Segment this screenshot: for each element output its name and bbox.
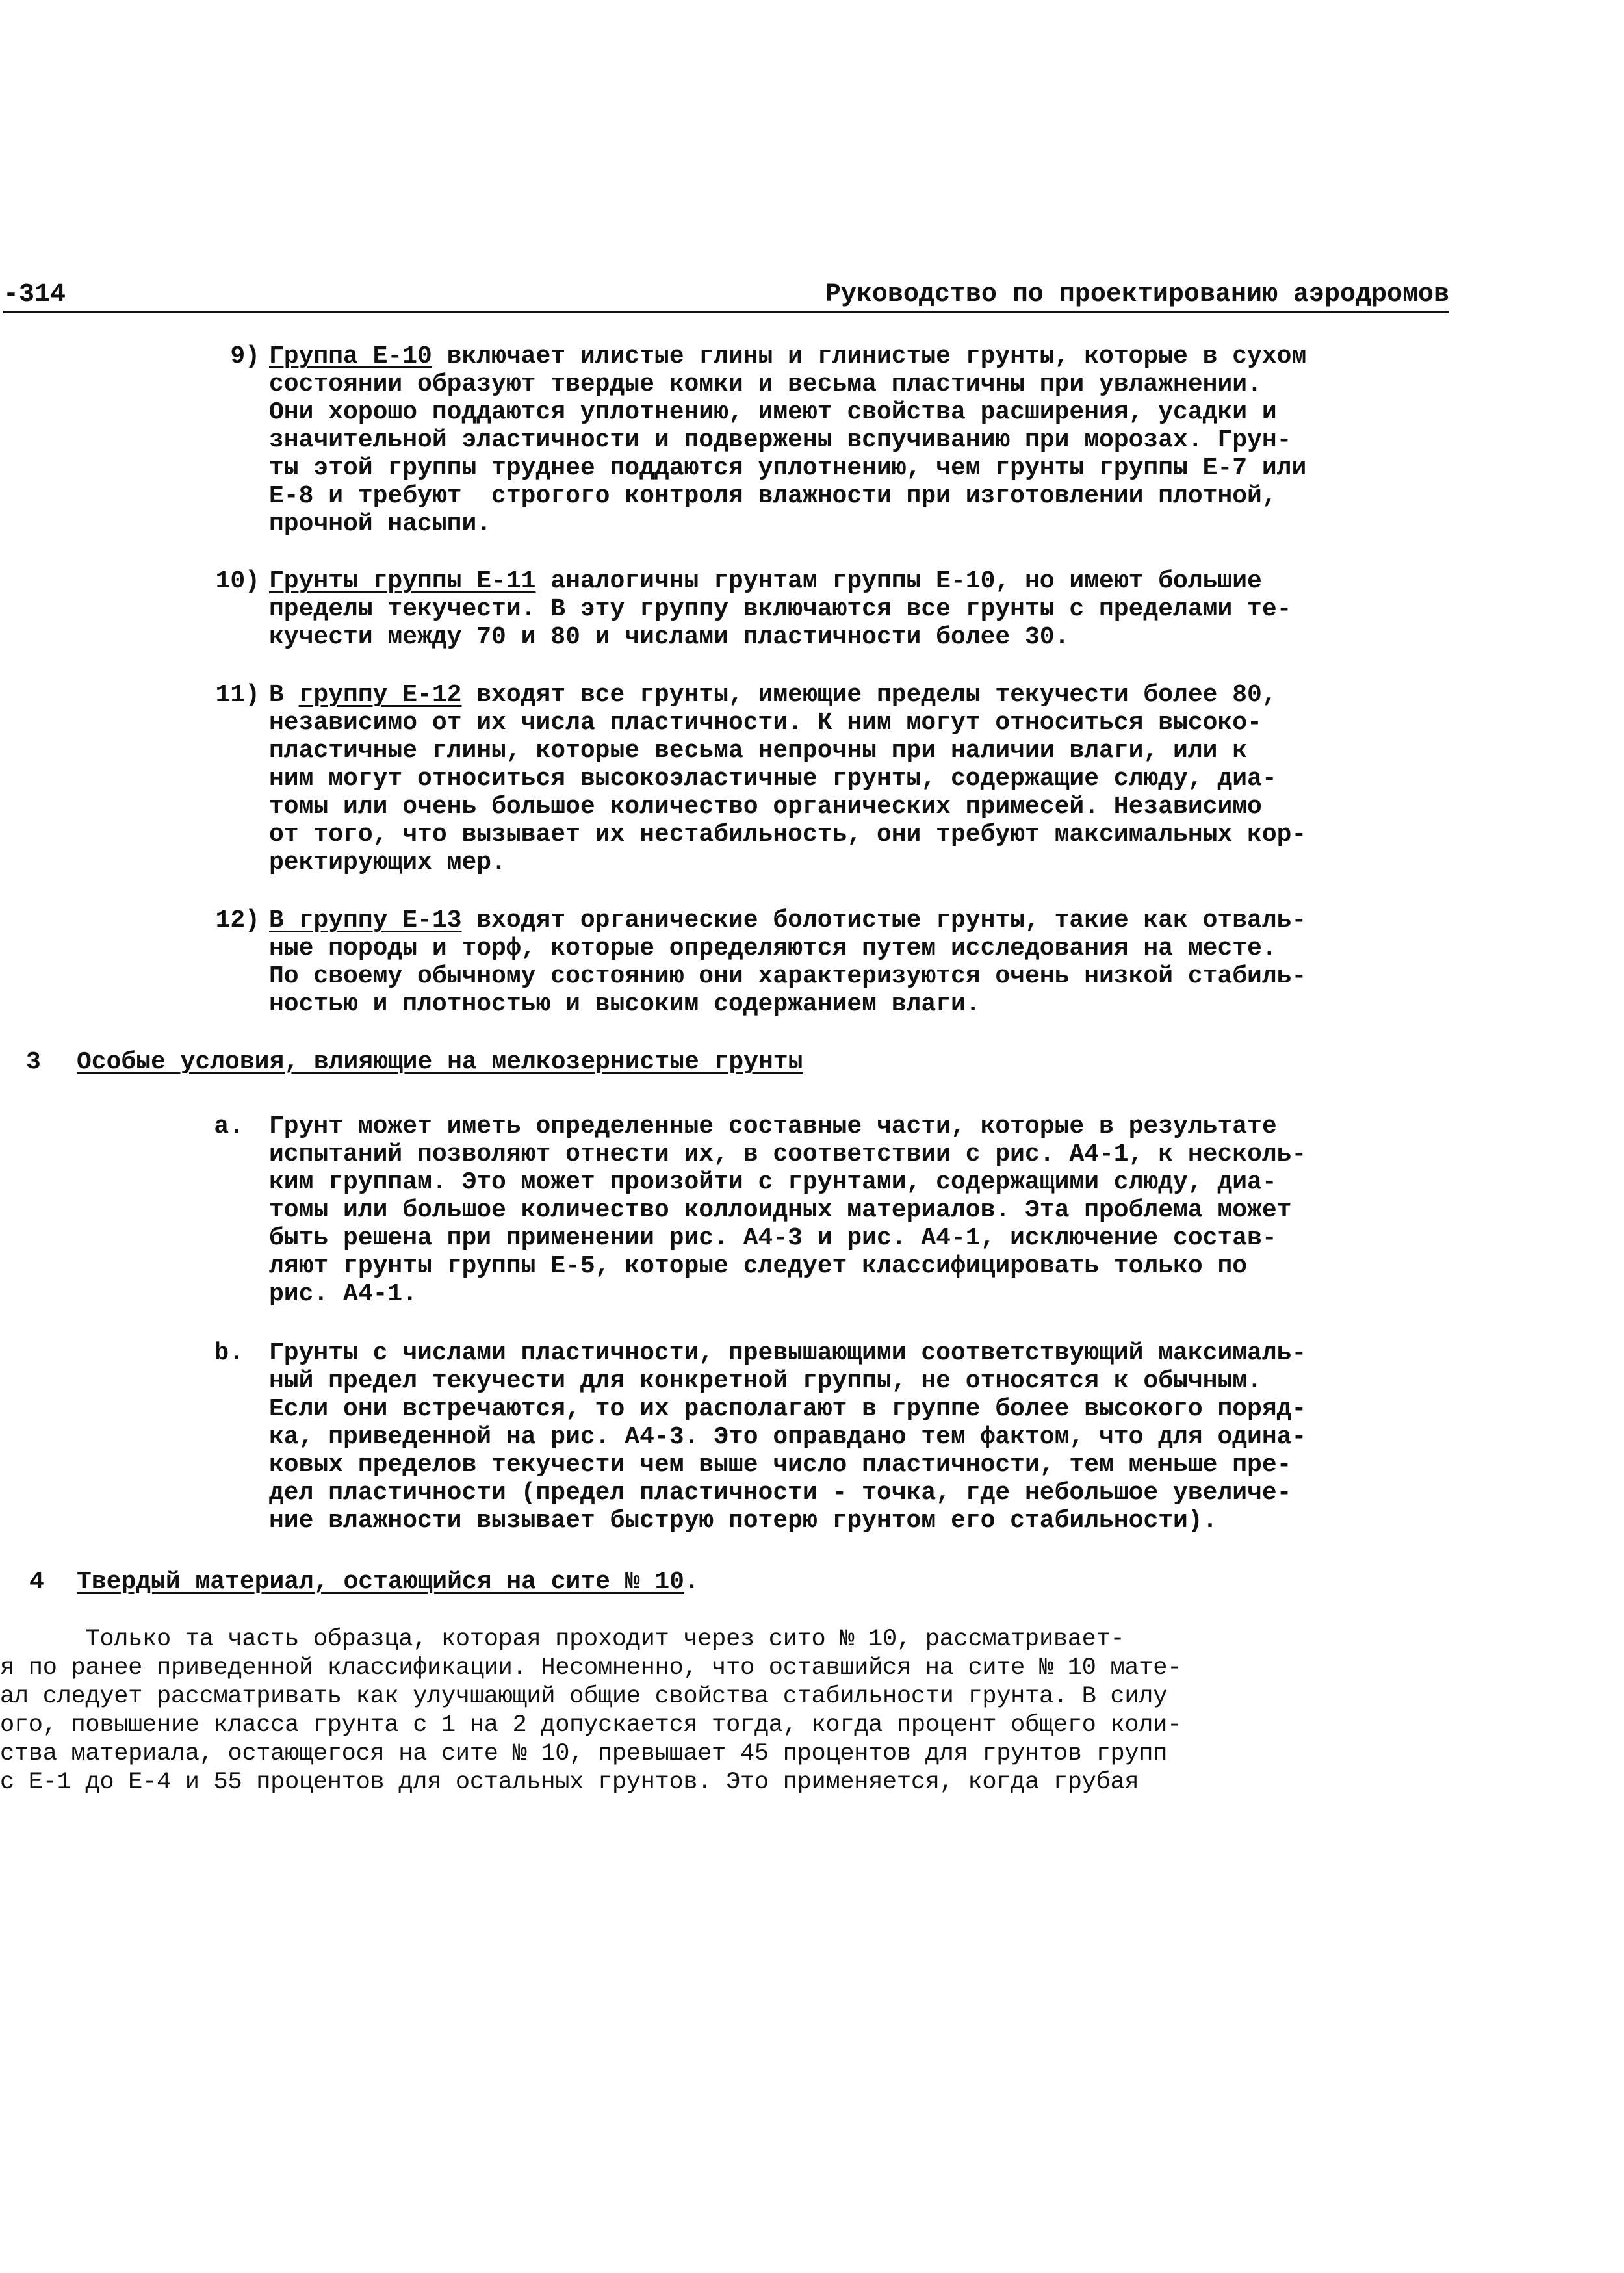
item-prefix: В: [269, 681, 299, 709]
page-header: [3, 278, 1449, 313]
item-line: аналогичны грунтам группы E-10, но имеют большие: [535, 567, 1262, 595]
section-number: 3: [26, 1048, 41, 1076]
subitem-marker: b.: [214, 1339, 244, 1367]
list-item: [269, 342, 1306, 538]
section-title-suffix: .: [684, 1568, 699, 1596]
list-item: [269, 567, 1291, 651]
item-line: ним могут относиться высокоэластичные грунты, содержащие слюду, диа-: [269, 765, 1277, 793]
item-line: входят все грунты, имеющие пределы текучести более 80,: [461, 681, 1277, 709]
subitem-line: ние влажности вызывает быструю потерю грунтом его стабильности).: [269, 1507, 1218, 1535]
item-term: Грунты группы E-11: [269, 567, 536, 595]
item-marker: 9): [230, 342, 260, 370]
list-item: [269, 681, 1306, 877]
paragraph-line: с E-1 до E-4 и 55 процентов для остальных грунтов. Это применяется, когда грубая: [0, 1769, 1139, 1796]
subitem-marker: a.: [214, 1112, 244, 1140]
item-line: от того, что вызывает их нестабильность, они требуют максимальных кор-: [269, 821, 1307, 849]
subitem-line: быть решена при применении рис. A4-3 и рис. A4-1, исключение состав-: [269, 1224, 1277, 1252]
item-line: включает илистые глины и глинистые грунты, которые в сухом: [432, 342, 1307, 370]
subitem-line: ким группам. Это может произойти с грунтами, содержащими слюду, диа-: [269, 1168, 1277, 1196]
subitem: [269, 1112, 1306, 1308]
subitem-line: ковых пределов текучести чем выше число пластичности, тем меньше пре-: [269, 1451, 1292, 1479]
item-line: пределы текучести. В эту группу включаются все грунты с пределами те-: [269, 595, 1292, 623]
item-line: прочной насыпи.: [269, 510, 492, 538]
section-title: Особые условия, влияющие на мелкозернистые грунты: [77, 1048, 803, 1076]
subitem-line: рис. A4-1.: [269, 1280, 418, 1308]
item-line: независимо от их числа пластичности. К ним могут относиться высоко-: [269, 709, 1262, 737]
item-line: ные породы и торф, которые определяются путем исследования на месте.: [269, 934, 1277, 962]
item-line: По своему обычному состоянию они характеризуются очень низкой стабиль-: [269, 962, 1307, 990]
item-line: ностью и плотностью и высоким содержанием влаги.: [269, 990, 981, 1018]
paragraph-line: я по ранее приведенной классификации. Несомненно, что оставшийся на сите № 10 мате-: [0, 1654, 1182, 1682]
list-item: [269, 906, 1306, 1018]
item-marker: 10): [215, 567, 260, 595]
item-line: томы или очень большое количество органических примесей. Независимо: [269, 793, 1262, 821]
paragraph-line: ства материала, остающегося на сите № 10, превышает 45 процентов для грунтов групп: [0, 1740, 1168, 1767]
item-line: входят органические болотистые грунты, такие как отваль-: [461, 906, 1307, 934]
subitem-line: испытаний позволяют отнести их, в соответствии с рис. A4-1, к несколь-: [269, 1140, 1307, 1168]
item-term: В группу E-13: [269, 906, 462, 934]
subitem-line: Грунты с числами пластичности, превышающими соответствующий максималь-: [269, 1339, 1307, 1367]
item-line: состоянии образуют твердые комки и весьма пластичны при увлажнении.: [269, 370, 1262, 398]
body-paragraph: [0, 1625, 1181, 1797]
subitem-line: ка, приведенной на рис. A4-3. Это оправдано тем фактом, что для одина-: [269, 1423, 1307, 1451]
subitem-line: томы или большое количество коллоидных материалов. Эта проблема может: [269, 1196, 1292, 1224]
paragraph-line: ал следует рассматривать как улучшающий общие свойства стабильности грунта. В силу: [0, 1683, 1168, 1710]
subitem-line: Грунт может иметь определенные составные части, которые в результате: [269, 1112, 1277, 1140]
item-line: кучести между 70 и 80 и числами пластичности более 30.: [269, 623, 1070, 651]
item-line: значительной эластичности и подвержены вспучиванию при морозах. Грун-: [269, 426, 1292, 454]
subitem-line: ный предел текучести для конкретной группы, не относятся к обычным.: [269, 1367, 1262, 1395]
paragraph-line: ого, повышение класса грунта с 1 на 2 допускается тогда, когда процент общего коли-: [0, 1712, 1182, 1739]
subitem: [269, 1339, 1306, 1535]
item-term: группу E-12: [298, 681, 462, 709]
subitem-line: ляют грунты группы E-5, которые следует классифицировать только по: [269, 1252, 1248, 1280]
item-marker: 11): [215, 681, 260, 709]
item-term: Группа E-10: [269, 342, 432, 370]
section-title-wrap: [77, 1568, 699, 1596]
subitem-line: дел пластичности (предел пластичности - точка, где небольшое увеличе-: [269, 1479, 1292, 1507]
item-marker: 12): [215, 906, 260, 934]
page-number: -314: [3, 280, 66, 309]
item-line: E-8 и требуют строгого контроля влажности при изготовлении плотной,: [269, 482, 1277, 510]
item-line: ты этой группы труднее поддаются уплотнению, чем грунты группы E-7 или: [269, 454, 1307, 482]
section-title: Твердый материал, остающийся на сите № 10: [77, 1568, 684, 1596]
item-line: Они хорошо поддаются уплотнению, имеют свойства расширения, усадки и: [269, 398, 1277, 426]
item-line: ректирующих мер.: [269, 849, 506, 877]
item-line: пластичные глины, которые весьма непрочны при наличии влаги, или к: [269, 737, 1248, 765]
running-title: Руководство по проектированию аэродромов: [825, 280, 1449, 309]
section-number: 4: [29, 1568, 44, 1596]
paragraph-line: Только та часть образца, которая проходит через сито № 10, рассматривает-: [0, 1626, 1125, 1653]
subitem-line: Если они встречаются, то их располагают в группе более высокого поряд-: [269, 1395, 1307, 1423]
